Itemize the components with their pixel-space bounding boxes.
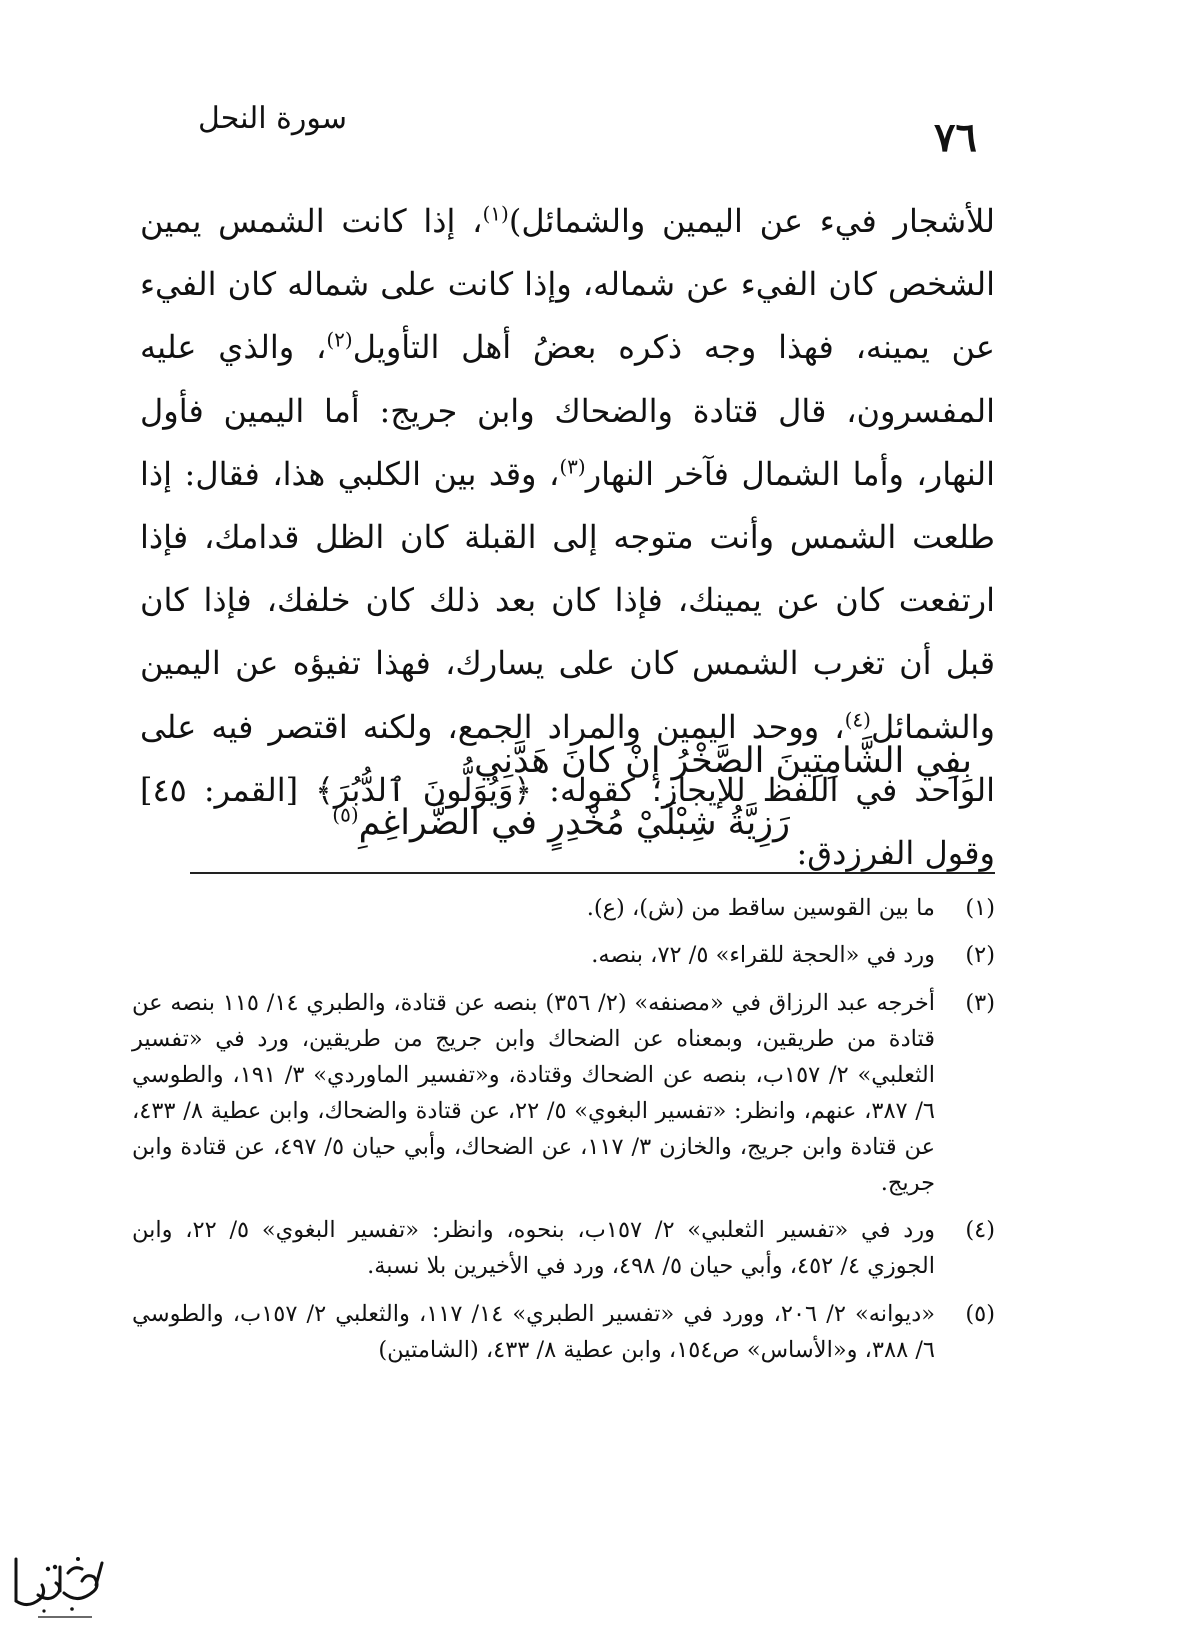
footnote-text: ورد في «تفسير الثعلبي» ٢/ ١٥٧ب، بنحوه، وانظر: «تفسير البغوي» ٥/ ٢٢، وابن الجوزي ٤/ ٤٥٢، وأبي حيان ٥/ ٤٩٨، ورد في الأخيرين بلا نسبة.: [132, 1217, 936, 1280]
footnote-item: [132, 1212, 995, 1284]
footnote-ref-3[interactable]: (٣): [559, 454, 586, 479]
text-segment-4: ، وقد بين الكلبي هذا، فقال: إذا طلعت الشمس وأنت متوجه إلى القبلة كان الظل قدامك، فإذا ارتفعت كان عن يمينك، فإذا كان بعد ذلك كان خلفك، فإذا كان قبل أن تغرب الشمس كان على يسارك، فهذا تفيؤه عن اليمين والشمائل: [140, 454, 995, 746]
footnote-ref-4[interactable]: (٤): [844, 706, 871, 731]
footnote-number: (٥): [965, 1300, 995, 1327]
footnote-number: (٤): [965, 1217, 995, 1244]
poetry-verse-line-2: [332, 802, 790, 844]
running-title: سورة النحل: [198, 101, 347, 136]
footnote-ref-5[interactable]: (٥): [332, 802, 359, 827]
text-segment-5: ، ووحد اليمين والمراد الجمع، ولكنه اقتصر فيه على الواحد في اللفظ للإيجاز؛ كقوله: ﴿وَيُوَلُّونَ ٱلدُّبُرَ﴾ [القمر: ٤٥] وقول الفرزدق:: [140, 707, 995, 873]
footnote-item: [132, 937, 995, 973]
footnote-text: ما بين القوسين ساقط من (ش)، (ع).: [586, 895, 935, 921]
footnote-item: [132, 985, 995, 1201]
text-segment-2: ، إذا كانت الشمس يمين الشخص كان الفيء عن شماله، وإذا كانت على شماله كان الفيء عن يمينه، فهذا وجه ذكره بعضُ أهل التأويل: [140, 202, 996, 367]
footnote-text: ورد في «الحجة للقراء» ٥/ ٧٢، بنصه.: [591, 942, 935, 969]
footnote-number: (١): [965, 895, 995, 921]
footnote-separator: [190, 872, 995, 874]
footnote-number: (٣): [965, 989, 995, 1016]
page-number: ٧٦: [934, 114, 977, 161]
verse-2-text: رَزِيَّةُ شِبْلَيْ مُخْدِرٍ في الضَّراغِمِ: [358, 803, 790, 843]
footnote-item: [132, 1296, 995, 1368]
footnote-text: أخرجه عبد الرزاق في «مصنفه» (٢/ ٣٥٦) بنصه عن قتادة، والطبري ١٤/ ١١٥ بنصه عن قتادة من طريقين، وبمعناه عن الضحاك وابن جريج من طريقين، ورد في «تفسير الثعلبي» ٢/ ١٥٧ب، بنصه عن الضحاك وقتادة، و«تفسير الماوردي» ٣/ ١٩١، والطوسي ٦/ ٣٨٧، عنهم، وانظر: «تفسير البغوي» ٥/ ٢٢، عن قتادة والضحاك، وابن عطية ٨/ ٤٣٣، عن قتادة وابن جريج، والخازن ٣/ ١١٧، عن الضحاك، وأبي حيان ٥/ ٤٩٧، عن قتادة وابن جريج.: [132, 989, 936, 1196]
footnote-number: (٢): [965, 942, 995, 969]
text-segment-1: للأشجار فيء عن اليمين والشمائل): [508, 202, 996, 240]
text-segment-3: ، والذي عليه المفسرون، قال قتادة والضحاك وابن جريج: أما اليمين فأول النهار، وأما الشمال فآخر النهار: [140, 328, 996, 493]
footnote-ref-2[interactable]: (٢): [326, 327, 353, 352]
footnote-item: [132, 890, 995, 926]
footnote-text: «ديوانه» ٢/ ٢٠٦، وورد في «تفسير الطبري» ١٤/ ١١٧، والثعلبي ٢/ ١٥٧ب، والطوسي ٦/ ٣٨٨، و«الأساس» ص١٥٤، وابن عطية ٨/ ٤٣٣، (الشامتين): [132, 1300, 935, 1363]
footnote-ref-1[interactable]: (١): [482, 201, 509, 226]
footnotes-section: [132, 890, 995, 1379]
calligraphy-logo: [8, 1545, 108, 1625]
poetry-verse-line-1: بِفِي الشَّامِتِينَ الصَّخْرُ إنْ كانَ هَدَّنِي: [474, 741, 972, 781]
